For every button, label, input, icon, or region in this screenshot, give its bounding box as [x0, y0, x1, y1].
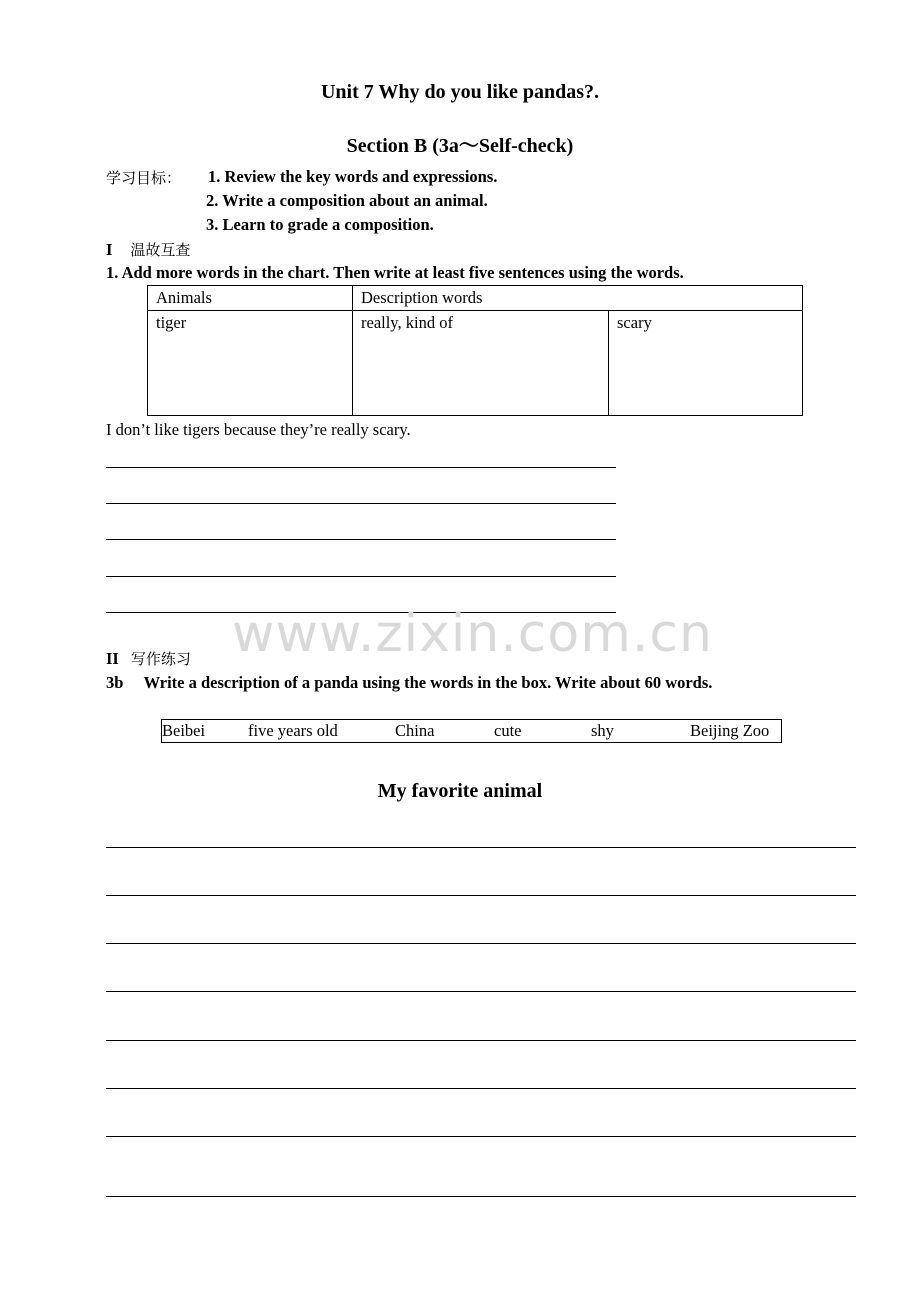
- chart-header-description: Description words: [353, 286, 803, 311]
- watermark: www.zixin.com.cn: [232, 604, 713, 664]
- page-title: Unit 7 Why do you like pandas?.: [320, 81, 600, 103]
- word-box-item: five years old: [248, 721, 338, 740]
- vocabulary-chart: [147, 285, 803, 416]
- sentence-answer-line[interactable]: [106, 467, 616, 468]
- chart-cell-adjective[interactable]: scary: [609, 311, 803, 416]
- composition-line[interactable]: [106, 1196, 856, 1197]
- composition-line[interactable]: [106, 1088, 856, 1089]
- section-1-numeral: I: [106, 240, 113, 259]
- composition-line[interactable]: [106, 847, 856, 848]
- section-1-instruction: 1. Add more words in the chart. Then write at least five sentences using the words.: [106, 263, 684, 282]
- composition-line[interactable]: [106, 895, 856, 896]
- composition-title: My favorite animal: [377, 780, 543, 802]
- word-box-item: Beijing Zoo: [690, 721, 770, 740]
- objective-item: 3. Learn to grade a composition.: [206, 215, 434, 234]
- section-1-heading: [106, 239, 190, 260]
- composition-line[interactable]: [106, 943, 856, 944]
- objectives-label: 学习目标：: [106, 169, 182, 187]
- section-1-title: 温故互查: [130, 241, 191, 259]
- sentence-answer-line[interactable]: [106, 539, 616, 540]
- chart-cell-animal[interactable]: tiger: [148, 311, 353, 416]
- task-3b-instruction: [106, 673, 712, 693]
- task-number: 3b: [106, 673, 124, 692]
- word-box: [161, 719, 782, 743]
- sentence-answer-line[interactable]: [106, 503, 616, 504]
- section-subtitle: Section B (3a～Self-check): [346, 135, 574, 157]
- section-2-title: 写作练习: [130, 650, 191, 668]
- sentence-answer-line[interactable]: [106, 576, 616, 577]
- example-sentence: I don’t like tigers because they’re really scary.: [106, 420, 411, 439]
- word-box-item: shy: [591, 721, 614, 740]
- word-box-item: cute: [494, 721, 522, 740]
- composition-line[interactable]: [106, 1136, 856, 1137]
- objective-item: 2. Write a composition about an animal.: [206, 191, 488, 210]
- task-text: Write a description of a panda using the words in the box. Write about 60 words.: [143, 673, 713, 692]
- section-2-numeral: II: [106, 649, 119, 668]
- objective-item: 1. Review the key words and expressions.: [208, 167, 498, 186]
- composition-line[interactable]: [106, 991, 856, 992]
- chart-cell-adverb[interactable]: really, kind of: [353, 311, 609, 416]
- word-box-item: China: [395, 721, 435, 740]
- chart-header-animals: Animals: [148, 286, 353, 311]
- section-2-heading: [106, 648, 191, 669]
- word-box-item: Beibei: [162, 721, 206, 740]
- composition-line[interactable]: [106, 1040, 856, 1041]
